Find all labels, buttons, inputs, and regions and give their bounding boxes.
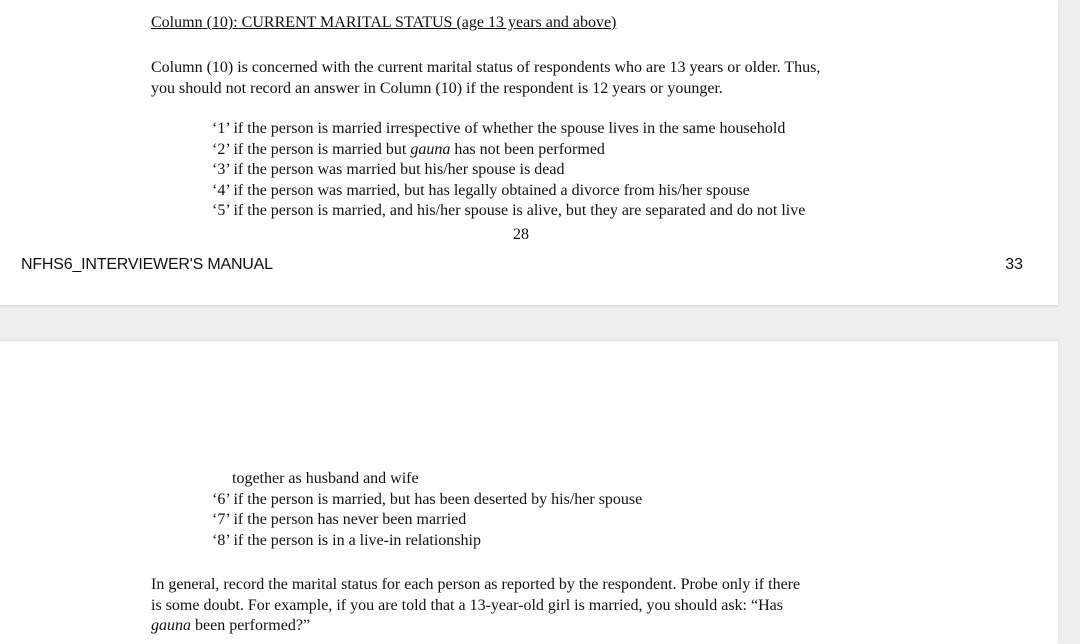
general-line-3-italic: gauna bbox=[151, 617, 191, 634]
general-line-1: In general, record the marital status for each person as reported by the respondent. Probe only if there bbox=[151, 576, 801, 593]
marital-code-list-continued bbox=[212, 469, 642, 551]
intro-paragraph bbox=[151, 58, 911, 99]
general-paragraph bbox=[151, 575, 911, 637]
code-item-2-tail: has not been performed bbox=[450, 140, 605, 158]
code-item-4: ‘4’ if the person was married, but has legally obtained a divorce from his/her spouse bbox=[212, 181, 750, 199]
document-page-number: 28 bbox=[513, 226, 529, 243]
code-item-5: ‘5’ if the person is married, and his/her spouse is alive, but they are separated and do not live bbox=[212, 202, 806, 220]
general-line-2: is some doubt. For example, if you are told that a 13-year-old girl is married, you should ask: “Has bbox=[151, 596, 783, 614]
code-item-7: ‘7’ if the person has never been married bbox=[212, 511, 467, 529]
section-heading: Column (10): CURRENT MARITAL STATUS (age 13 years and above) bbox=[151, 14, 617, 31]
code-item-1: ‘1’ if the person is married irrespective of whether the spouse lives in the same household bbox=[212, 120, 786, 137]
general-line-3-tail: been performed?” bbox=[191, 617, 311, 634]
document-page-2 bbox=[0, 341, 1058, 644]
code-item-5-continuation: together as husband and wife bbox=[232, 470, 419, 487]
code-item-8: ‘8’ if the person is in a live-in relationship bbox=[212, 531, 481, 549]
viewer-page-number: 33 bbox=[1005, 256, 1023, 273]
document-page-1 bbox=[0, 0, 1058, 305]
code-item-2-text: ‘2’ if the person is married but bbox=[212, 140, 411, 158]
code-item-3: ‘3’ if the person was married but his/her spouse is dead bbox=[212, 161, 565, 179]
intro-line-2: you should not record an answer in Column (10) if the respondent is 12 years or younger. bbox=[151, 79, 723, 97]
code-item-2-italic: gauna bbox=[410, 140, 451, 158]
footer-title: NFHS6_INTERVIEWER'S MANUAL bbox=[21, 256, 273, 273]
code-item-6: ‘6’ if the person is married, but has been deserted by his/her spouse bbox=[212, 490, 643, 508]
code-item-2 bbox=[212, 140, 805, 161]
intro-line-1: Column (10) is concerned with the current marital status of respondents who are 13 years or older. Thus, bbox=[151, 59, 821, 76]
general-line-3 bbox=[151, 616, 911, 637]
marital-code-list bbox=[212, 119, 805, 222]
